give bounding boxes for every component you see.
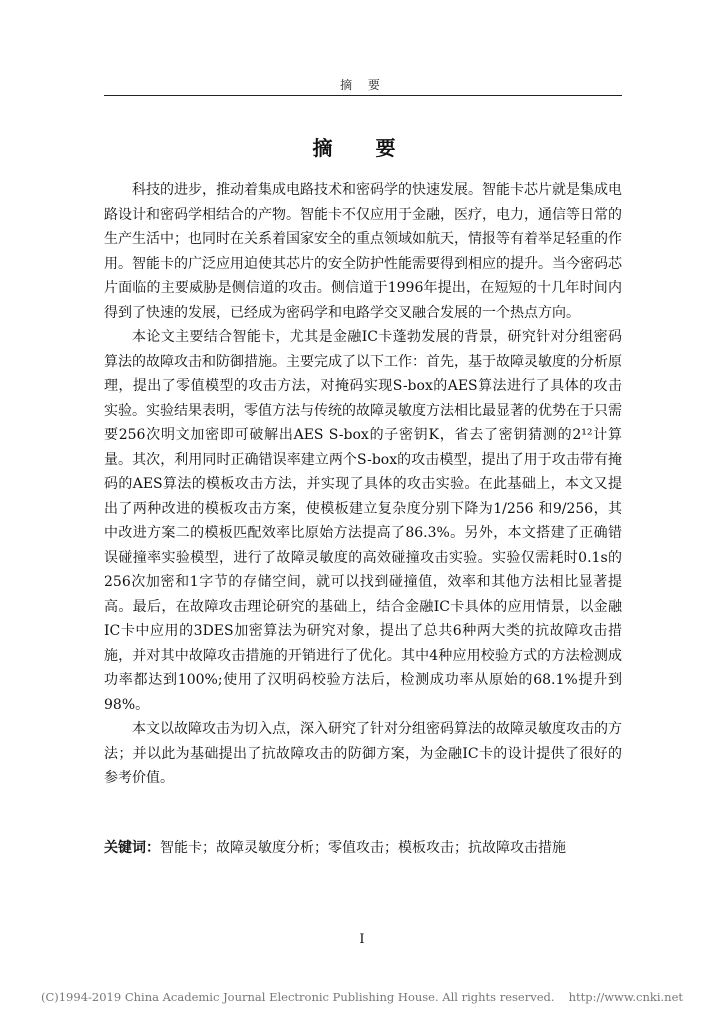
abstract-paragraph: 科技的进步，推动着集成电路技术和密码学的快速发展。智能卡芯片就是集成电路设计和密码学相结合的产物。智能卡不仅应用于金融，医疗，电力，通信等日常的生产生活中；也同时在关系着国家安全的重点领域如航天，情报等有着举足轻重的作用。智能卡的广泛应用迫使其芯片的安全防护性能需要得到相应的提升。当今密码芯片面临的主要威胁是侧信道的攻击。侧信道于1996年提出，在短短的十几年时间内得到了快速的发展，已经成为密码学和电路学交叉融合发展的一个热点方向。 [104, 182, 622, 321]
keywords-line [104, 836, 622, 860]
copyright-text: (C)1994-2019 China Academic Journal Electronic Publishing House. All rights reserved. [40, 990, 555, 1004]
page-number: I [359, 932, 365, 947]
header-rule [104, 95, 622, 96]
abstract-paragraph: 本论文主要结合智能卡，尤其是金融IC卡蓬勃发展的背景，研究针对分组密码算法的故障攻击和防御措施。主要完成了以下工作：首先，基于故障灵敏度的分析原理，提出了零值模型的攻击方法，对掩码实现S-box的AES算法进行了具体的攻击实验。实验结果表明，零值方法与传统的故障灵敏度方法相比最显著的优势在于只需要256次明文加密即可破解出AES S-box的子密钥K，省去了密钥猜测的2¹²计算量。其次，利用同时正确错误率建立两个S-box的攻击模型，提出了用于攻击带有掩码的AES算法的模板攻击方法，并实现了具体的攻击实验。在此基础上，本文又提出了两种改进的模板攻击方案，使模板建立复杂度分别下降为1/256 和9/256，其中改进方案二的模板匹配效率比原始方法提高了86.3%。另外，本文搭建了正确错误碰撞率实验模型，进行了故障灵敏度的高效碰撞攻击实验。实验仅需耗时0.1s的256次加密和1字节的存储空间，就可以找到碰撞值，效率和其他方法相比显著提高。最后，在故障攻击理论研究的基础上，结合金融IC卡具体的应用情景，以金融IC卡中应用的3DES加密算法为研究对象，提出了总共6种两大类的抗故障攻击措施，并对其中故障攻击措施的开销进行了优化。其中4种应用校验方式的方法检测成功率都达到100%;使用了汉明码校验方法后，检测成功率从原始的68.1%提升到98%。 [104, 329, 622, 713]
keywords-label: 关键词： [104, 840, 160, 856]
abstract-body [104, 178, 622, 791]
page-footer [0, 990, 724, 1004]
footer-url[interactable]: http://www.cnki.net [568, 990, 684, 1004]
running-header: 摘 要 [340, 78, 386, 92]
keywords-text: 智能卡；故障灵敏度分析；零值攻击；模板攻击；抗故障攻击措施 [160, 840, 566, 856]
page-title: 摘 要 [312, 136, 414, 160]
abstract-paragraph: 本文以故障攻击为切入点，深入研究了针对分组密码算法的故障灵敏度攻击的方法；并以此为基础提出了抗故障攻击的防御方案，为金融IC卡的设计提供了很好的参考价值。 [104, 721, 622, 786]
